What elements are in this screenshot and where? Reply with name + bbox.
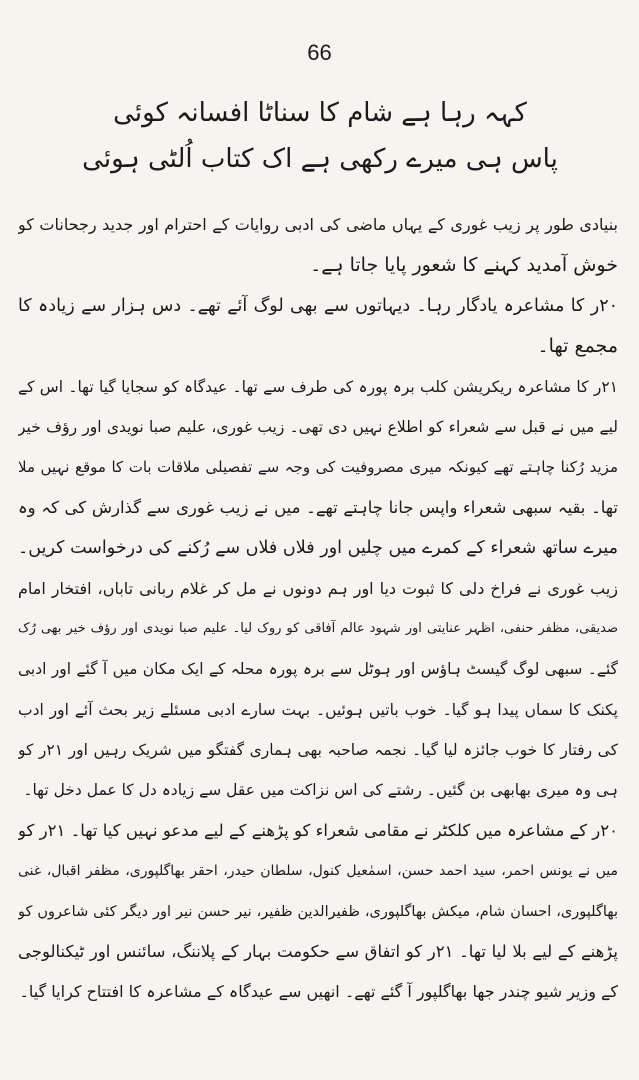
text-line: خوش آمدید کہنے کا شعور پایا جاتا ہے۔ [310,254,618,277]
text-line: پڑھنے کے لیے بلا لیا تھا۔ ۲۱ر کو اتفاق سے حکومت بہار کے پلاننگ، سائنس اور ٹیکنالوجی [18,942,618,962]
text-line: صدیقی، مظفر حنفی، اظہر عنایتی اور شہود عالم آفاقی کو روک لیا۔ علیم صبا نویدی اور رؤف خیر بھی رُک [18,620,618,636]
text-line: ہی وہ میری بھابھی بن گئیں۔ رشتے کی اس نزاکت میں عقل سے زیادہ دل کا عمل دخل تھا۔ [23,781,618,800]
text-line: کی رفتار کا خوب جائزہ لیا گیا۔ نجمہ صاحبہ بھی ہماری گفتگو میں شریک رہیں اور ۲۱ر کو [18,741,618,760]
text-line: زیب غوری نے فراخ دلی کا ثبوت دیا اور ہم دونوں نے مل کر غلام ربانی تاباں، افتخار امام [18,578,618,598]
text-line: بنیادی طور پر زیب غوری کے یہاں ماضی کی ادبی روایات کے احترام اور جدید رجحانات کو [18,215,618,234]
body-text [18,205,618,1013]
text-line: ۲۰ر کے مشاعرہ میں کلکٹر نے مقامی شعراء کو پڑھنے کے لیے مدعو نہیں کیا تھا۔ ۲۱ر کو [18,820,618,840]
text-line: گئے۔ سبھی لوگ گیسٹ ہاؤس اور ہوٹل سے برہ پورہ محلہ کے ایک مکان میں آ گئے اور ادبی [18,660,618,679]
text-line: ۲۱ر کا مشاعرہ ریکریشن کلب برہ پورہ کی طرف سے تھا۔ عیدگاہ کو سجایا گیا تھا۔ اس کے [18,377,618,396]
couplet [60,90,580,182]
couplet-line-1: کہہ رہا ہے شام کا سناٹا افسانہ کوئی [113,98,527,128]
couplet-line-2: پاس ہی میرے رکھی ہے اک کتاب اُلٹی ہوئی [82,144,558,174]
text-line: پکنک کا سماں پیدا ہو گیا۔ خوب باتیں ہوئیں۔ بہت سارے ادبی مسئلے زیر بحث آئے اور ادب [18,700,618,719]
text-line: مزید رُکنا چاہتے تھے کیونکہ میری مصروفیت کی وجہ سے تفصیلی ملاقات بات کا موقع نہیں ملا [18,458,618,477]
text-line: میرے ساتھ شعراء کے کمرے میں چلیں اور فلاں فلاں سے رُکنے کی درخواست کریں۔ [18,538,618,559]
text-line: مجمع تھا۔ [537,335,618,358]
text-line: میں نے یونس احمر، سید احمد حسن، اسمٰعیل کنول، سلطان حیدر، احقر بھاگلپوری، مظفر اقبال، غنی [18,863,618,880]
text-line: ۲۰ر کا مشاعرہ یادگار رہا۔ دیہاتوں سے بھی لوگ آئے تھے۔ دس ہزار سے زیادہ کا [18,295,618,316]
text-line: بھاگلپوری، احسان شام، میکش بھاگلپوری، ظفیرالدین ظفیر، نیر حسن نیر اور دیگر کئی شاعروں کو [18,903,618,920]
text-line: کے وزیر شیو چندر جھا بھاگلپور آ گئے تھے۔ انھیں سے عیدگاہ کے مشاعرہ کا افتتاح کرایا گیا۔ [19,982,618,1002]
text-line: تھا۔ بقیہ سبھی شعراء واپس جانا چاہتے تھے۔ میں نے زیب غوری سے گذارش کی کہ وہ [18,497,618,517]
text-line: لیے میں نے قبل سے شعراء کو اطلاع نہیں دی تھی۔ زیب غوری، علیم صبا نویدی اور رؤف خیر [18,417,618,436]
page-number: 66 [307,40,332,65]
